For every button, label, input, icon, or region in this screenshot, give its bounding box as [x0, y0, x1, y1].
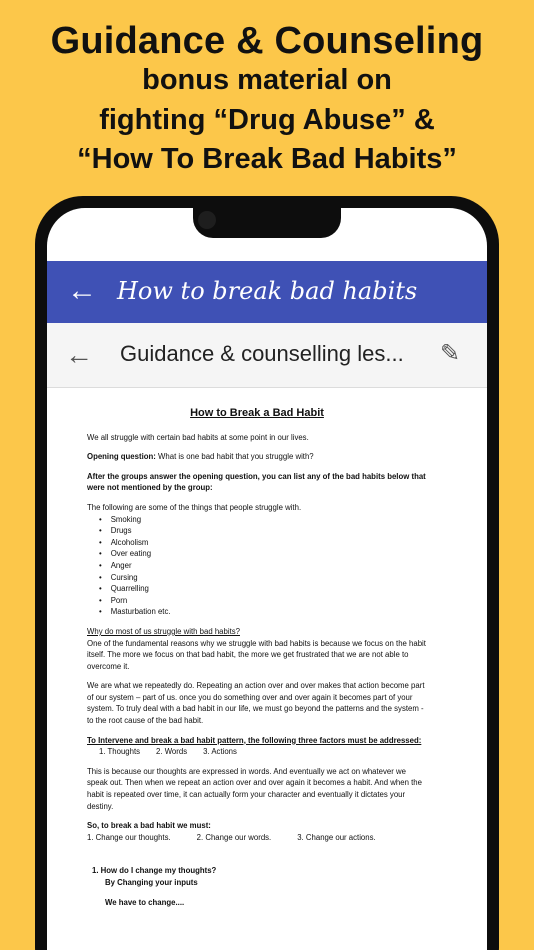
question-one-sub2: We have to change....	[105, 897, 185, 907]
list-item: • Cursing	[99, 572, 427, 584]
factor-item: 2. Words	[156, 747, 188, 757]
list-item: • Alcoholism	[99, 537, 427, 549]
promo-subtitle-line3: “How To Break Bad Habits”	[77, 143, 457, 175]
change-item: 2. Change our words.	[196, 832, 272, 842]
following-text: The following are some of the things that people struggle with.	[87, 502, 302, 512]
changes-row	[87, 832, 427, 844]
promo-subtitle-line2: fighting “Drug Abuse” &	[99, 104, 435, 136]
doc-heading: How to Break a Bad Habit	[190, 407, 324, 419]
list-item: • Over eating	[99, 548, 427, 560]
list-item: • Masturbation etc.	[99, 606, 427, 618]
question-one-sub: By Changing your inputs	[105, 878, 198, 887]
because-text: This is because our thoughts are expressed in words. And eventually we act on whatever we speak out. Then when we repeat an action over and over again it becomes a habit. And when the habit is repeated over time, it can actually form your character and eventually it dictates your destiny.	[87, 766, 422, 811]
opening-text: What is one bad habit that you struggle with?	[158, 452, 314, 462]
document-page	[87, 408, 427, 908]
factor-item: 3. Actions	[203, 747, 237, 757]
intervene-heading: To Intervene and break a bad habit pattern, the following three factors must be addressed:	[87, 735, 422, 745]
list-item: • Anger	[99, 560, 427, 572]
back-arrow-icon[interactable]: ←	[67, 274, 97, 307]
app-bar-title: How to break bad habits	[117, 277, 418, 305]
habits-list	[99, 514, 427, 618]
list-item: • Smoking	[99, 514, 427, 526]
edit-pencil-icon[interactable]: ✎	[440, 340, 461, 367]
doc-intro: We all struggle with certain bad habits at some point in our lives.	[87, 432, 309, 442]
phone-screen	[47, 208, 487, 950]
list-item: • Quarrelling	[99, 583, 427, 595]
document-toolbar	[47, 323, 487, 388]
factors-row	[99, 746, 427, 758]
so-heading: So, to break a bad habit we must:	[87, 821, 211, 831]
opening-label: Opening question:	[87, 452, 156, 462]
question-one: 1. How do I change my thoughts?	[92, 866, 217, 876]
change-item: 1. Change our thoughts.	[87, 832, 171, 842]
front-camera	[198, 211, 216, 229]
app-bar	[47, 261, 487, 323]
why-text: One of the fundamental reasons why we struggle with bad habits is because we focus on the habit itself. The more we focus on that bad habit, the more we get frustrated that we are not able to overcome it.	[87, 638, 426, 671]
document-title: Guidance & counselling les...	[120, 341, 404, 366]
change-item: 3. Change our actions.	[297, 832, 376, 842]
promo-title: Guidance & Counseling	[50, 20, 484, 62]
repeat-text: We are what we repeatedly do. Repeating an action over and over makes that action become part of our system – part of us. once you do something over and over again it becomes part of your system. To truly deal with a bad habit in our life, we must go beyond the patterns and the system - to the root cause of the bad habit.	[87, 681, 425, 726]
factor-item: 1. Thoughts	[99, 747, 141, 757]
opening-question	[87, 451, 427, 463]
groups-text: After the groups answer the opening question, you can list any of the bad habits below that were not mentioned by the group:	[87, 471, 426, 493]
list-item: • Porn	[99, 595, 427, 607]
doc-back-arrow-icon[interactable]: ←	[65, 339, 93, 370]
why-heading: Why do most of us struggle with bad habits?	[87, 626, 240, 636]
list-item: • Drugs	[99, 525, 427, 537]
promo-subtitle-line1: bonus material on	[142, 64, 392, 96]
